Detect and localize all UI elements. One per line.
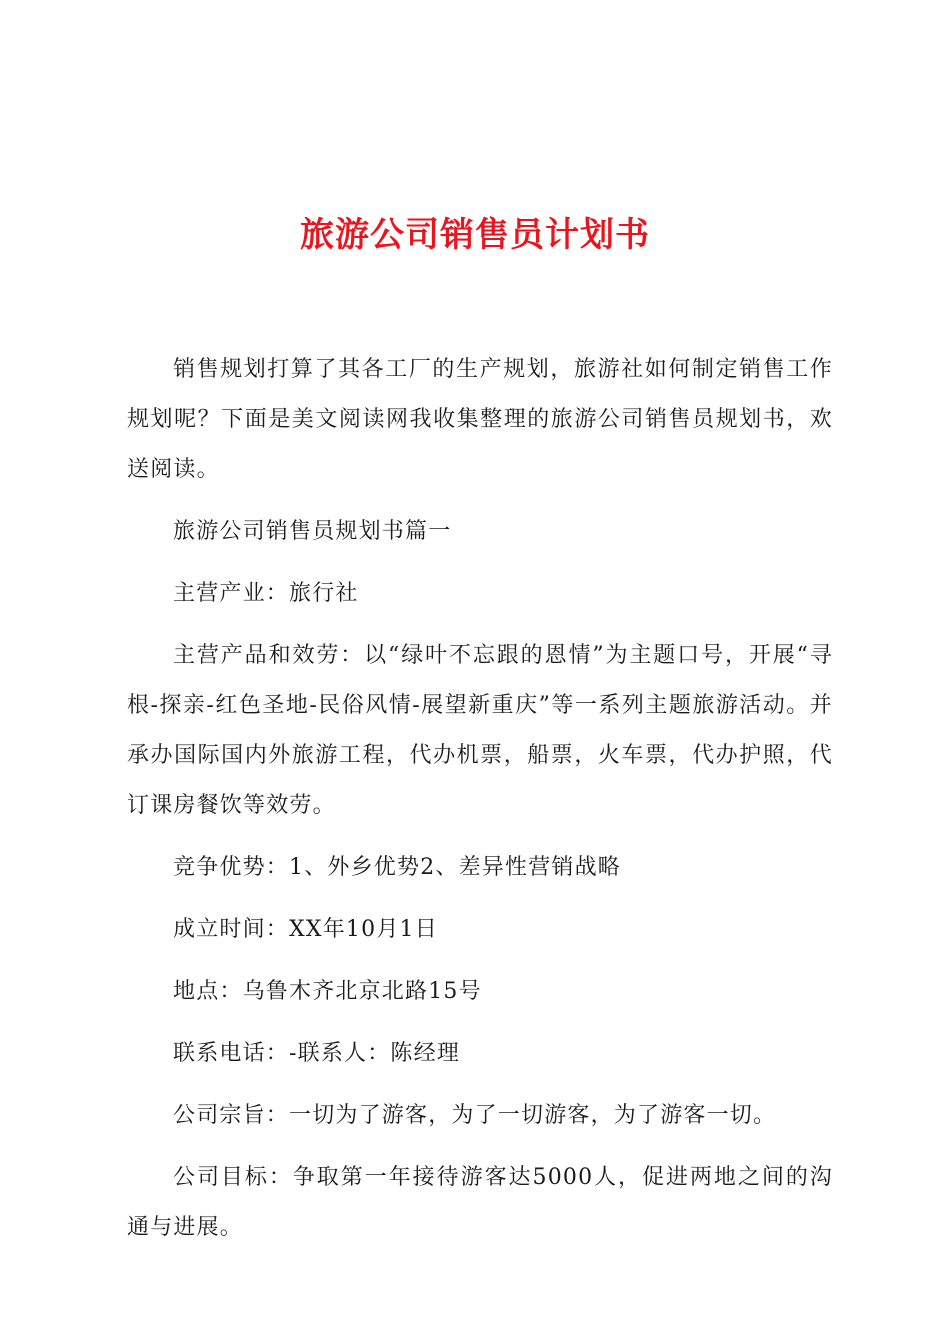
competitive-advantages: 竞争优势：1、外乡优势2、差异性营销战略 — [173, 855, 621, 880]
document-body — [127, 345, 833, 1265]
company-goal: 公司目标：争取第一年接待游客达5000人，促进两地之间的沟通与进展。 — [127, 1165, 833, 1240]
contact-info: 联系电话：-联系人：陈经理 — [173, 1041, 461, 1066]
main-products-services: 主营产品和效劳：以“绿叶不忘跟的恩情”为主题口号，开展“寻根-探亲-红色圣地-民俗风情-展望新重庆”等一系列主题旅游活动。并承办国际国内外旅游工程，代办机票，船票，火车票，代办护照，代订课房餐饮等效劳。 — [127, 643, 833, 818]
founding-date: 成立时间：XX年10月1日 — [173, 917, 438, 942]
address: 地点：乌鲁木齐北京北路15号 — [173, 979, 482, 1004]
document-title: 旅游公司销售员计划书 — [300, 215, 650, 255]
main-industry: 主营产业：旅行社 — [173, 581, 359, 606]
company-purpose: 公司宗旨：一切为了游客，为了一切游客，为了游客一切。 — [173, 1103, 777, 1128]
section-heading: 旅游公司销售员规划书篇一 — [173, 519, 452, 544]
intro-paragraph: 销售规划打算了其各工厂的生产规划，旅游社如何制定销售工作规划呢？下面是美文阅读网我收集整理的旅游公司销售员规划书，欢送阅读。 — [127, 357, 833, 482]
